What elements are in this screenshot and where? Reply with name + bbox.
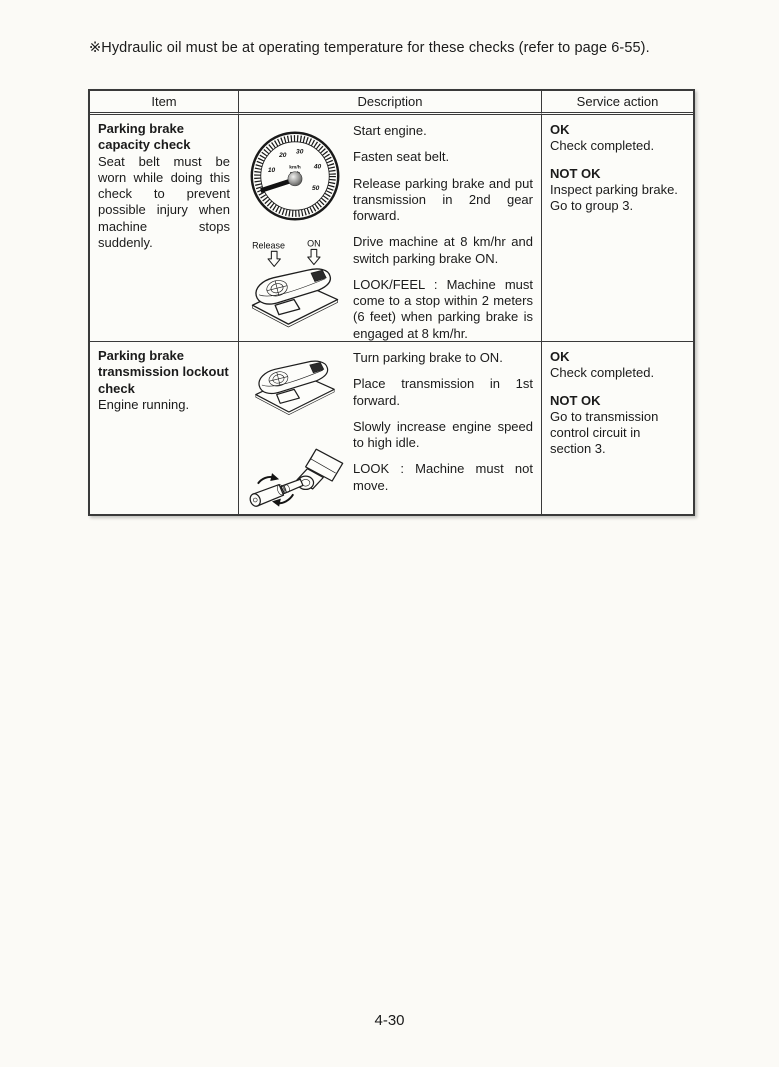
switch-release-label: Release xyxy=(252,240,285,251)
service-notok-action: Go to transmission control circuit in section 3. xyxy=(550,408,659,457)
step: Slowly increase engine speed to high idle. xyxy=(353,418,533,450)
service-ok-status: OK xyxy=(550,122,570,137)
step: Start engine. xyxy=(353,123,427,138)
step: Turn parking brake to ON. xyxy=(353,350,503,365)
row-lockout-title: Parking brake transmission lockout check xyxy=(98,348,229,396)
parking-brake-switch-illustration xyxy=(243,358,347,416)
on-arrow-icon xyxy=(308,249,320,264)
release-arrow-icon xyxy=(268,251,280,266)
gauge-tick-10: 10 xyxy=(267,167,276,175)
service-notok-status: NOT OK xyxy=(550,165,601,181)
speedometer-gauge-illustration xyxy=(248,129,342,223)
column-header-item: Item xyxy=(90,91,238,115)
switch-on-label: ON xyxy=(307,238,321,249)
gauge-tick-50: 50 xyxy=(312,185,320,193)
service-notok-action: Inspect parking brake. Go to group 3. xyxy=(550,181,678,213)
service-ok-group xyxy=(550,122,685,155)
row-lockout-service-cell xyxy=(541,341,693,514)
step: Place transmission in 1st forward. xyxy=(353,376,533,408)
parking-brake-switch-illustration xyxy=(243,238,347,328)
column-header-description: Description xyxy=(238,91,541,115)
gauge-unit-kmh: km/h xyxy=(289,165,301,171)
row-capacity-item-cell xyxy=(90,115,238,341)
service-notok-group xyxy=(550,393,685,458)
row-lockout-figures xyxy=(239,342,351,514)
service-notok-status: NOT OK xyxy=(550,392,601,408)
gauge-tick-40: 40 xyxy=(313,163,322,171)
gauge-tick-30: 30 xyxy=(296,148,304,156)
step: Release parking brake and put transmission in 2nd gear forward. xyxy=(353,175,533,223)
step: LOOK/FEEL : Machine must come to a stop within 2 meters (6 feet) when parking brake is engaged at 8 km/hr. xyxy=(353,276,533,341)
checks-table xyxy=(88,89,695,516)
service-notok-group xyxy=(550,166,685,215)
gauge-tick-20: 20 xyxy=(279,152,287,160)
hydraulic-oil-note: ※Hydraulic oil must be at operating temperature for these checks (refer to page 6-55). xyxy=(89,40,650,56)
service-ok-action: Check completed. xyxy=(550,365,655,381)
step: Fasten seat belt. xyxy=(353,149,450,165)
gauge-hub xyxy=(288,172,302,186)
row-lockout-description-cell xyxy=(238,341,541,514)
row-capacity-service-cell xyxy=(541,115,693,341)
row-lockout-steps xyxy=(351,342,541,514)
row-capacity-note: Seat belt must be worn while doing this check to prevent possible injury when machine stops suddenly. xyxy=(98,153,230,250)
page-number: 4-30 xyxy=(374,1012,405,1029)
service-ok-group xyxy=(550,349,685,382)
transmission-shift-lever-illustration xyxy=(242,444,348,515)
row-lockout-item-cell xyxy=(90,341,238,514)
service-ok-action: Check completed. xyxy=(550,138,655,154)
row-capacity-description-cell xyxy=(238,115,541,341)
row-capacity-figures xyxy=(239,115,351,341)
column-header-service-action: Service action xyxy=(541,91,693,115)
step: LOOK : Machine must not move. xyxy=(353,461,533,493)
service-ok-status: OK xyxy=(550,349,570,364)
row-capacity-steps xyxy=(351,115,541,341)
row-capacity-title: Parking brake capacity check xyxy=(98,121,191,153)
row-lockout-note: Engine running. xyxy=(98,396,190,412)
step: Drive machine at 8 km/hr and switch parking brake ON. xyxy=(353,234,533,266)
